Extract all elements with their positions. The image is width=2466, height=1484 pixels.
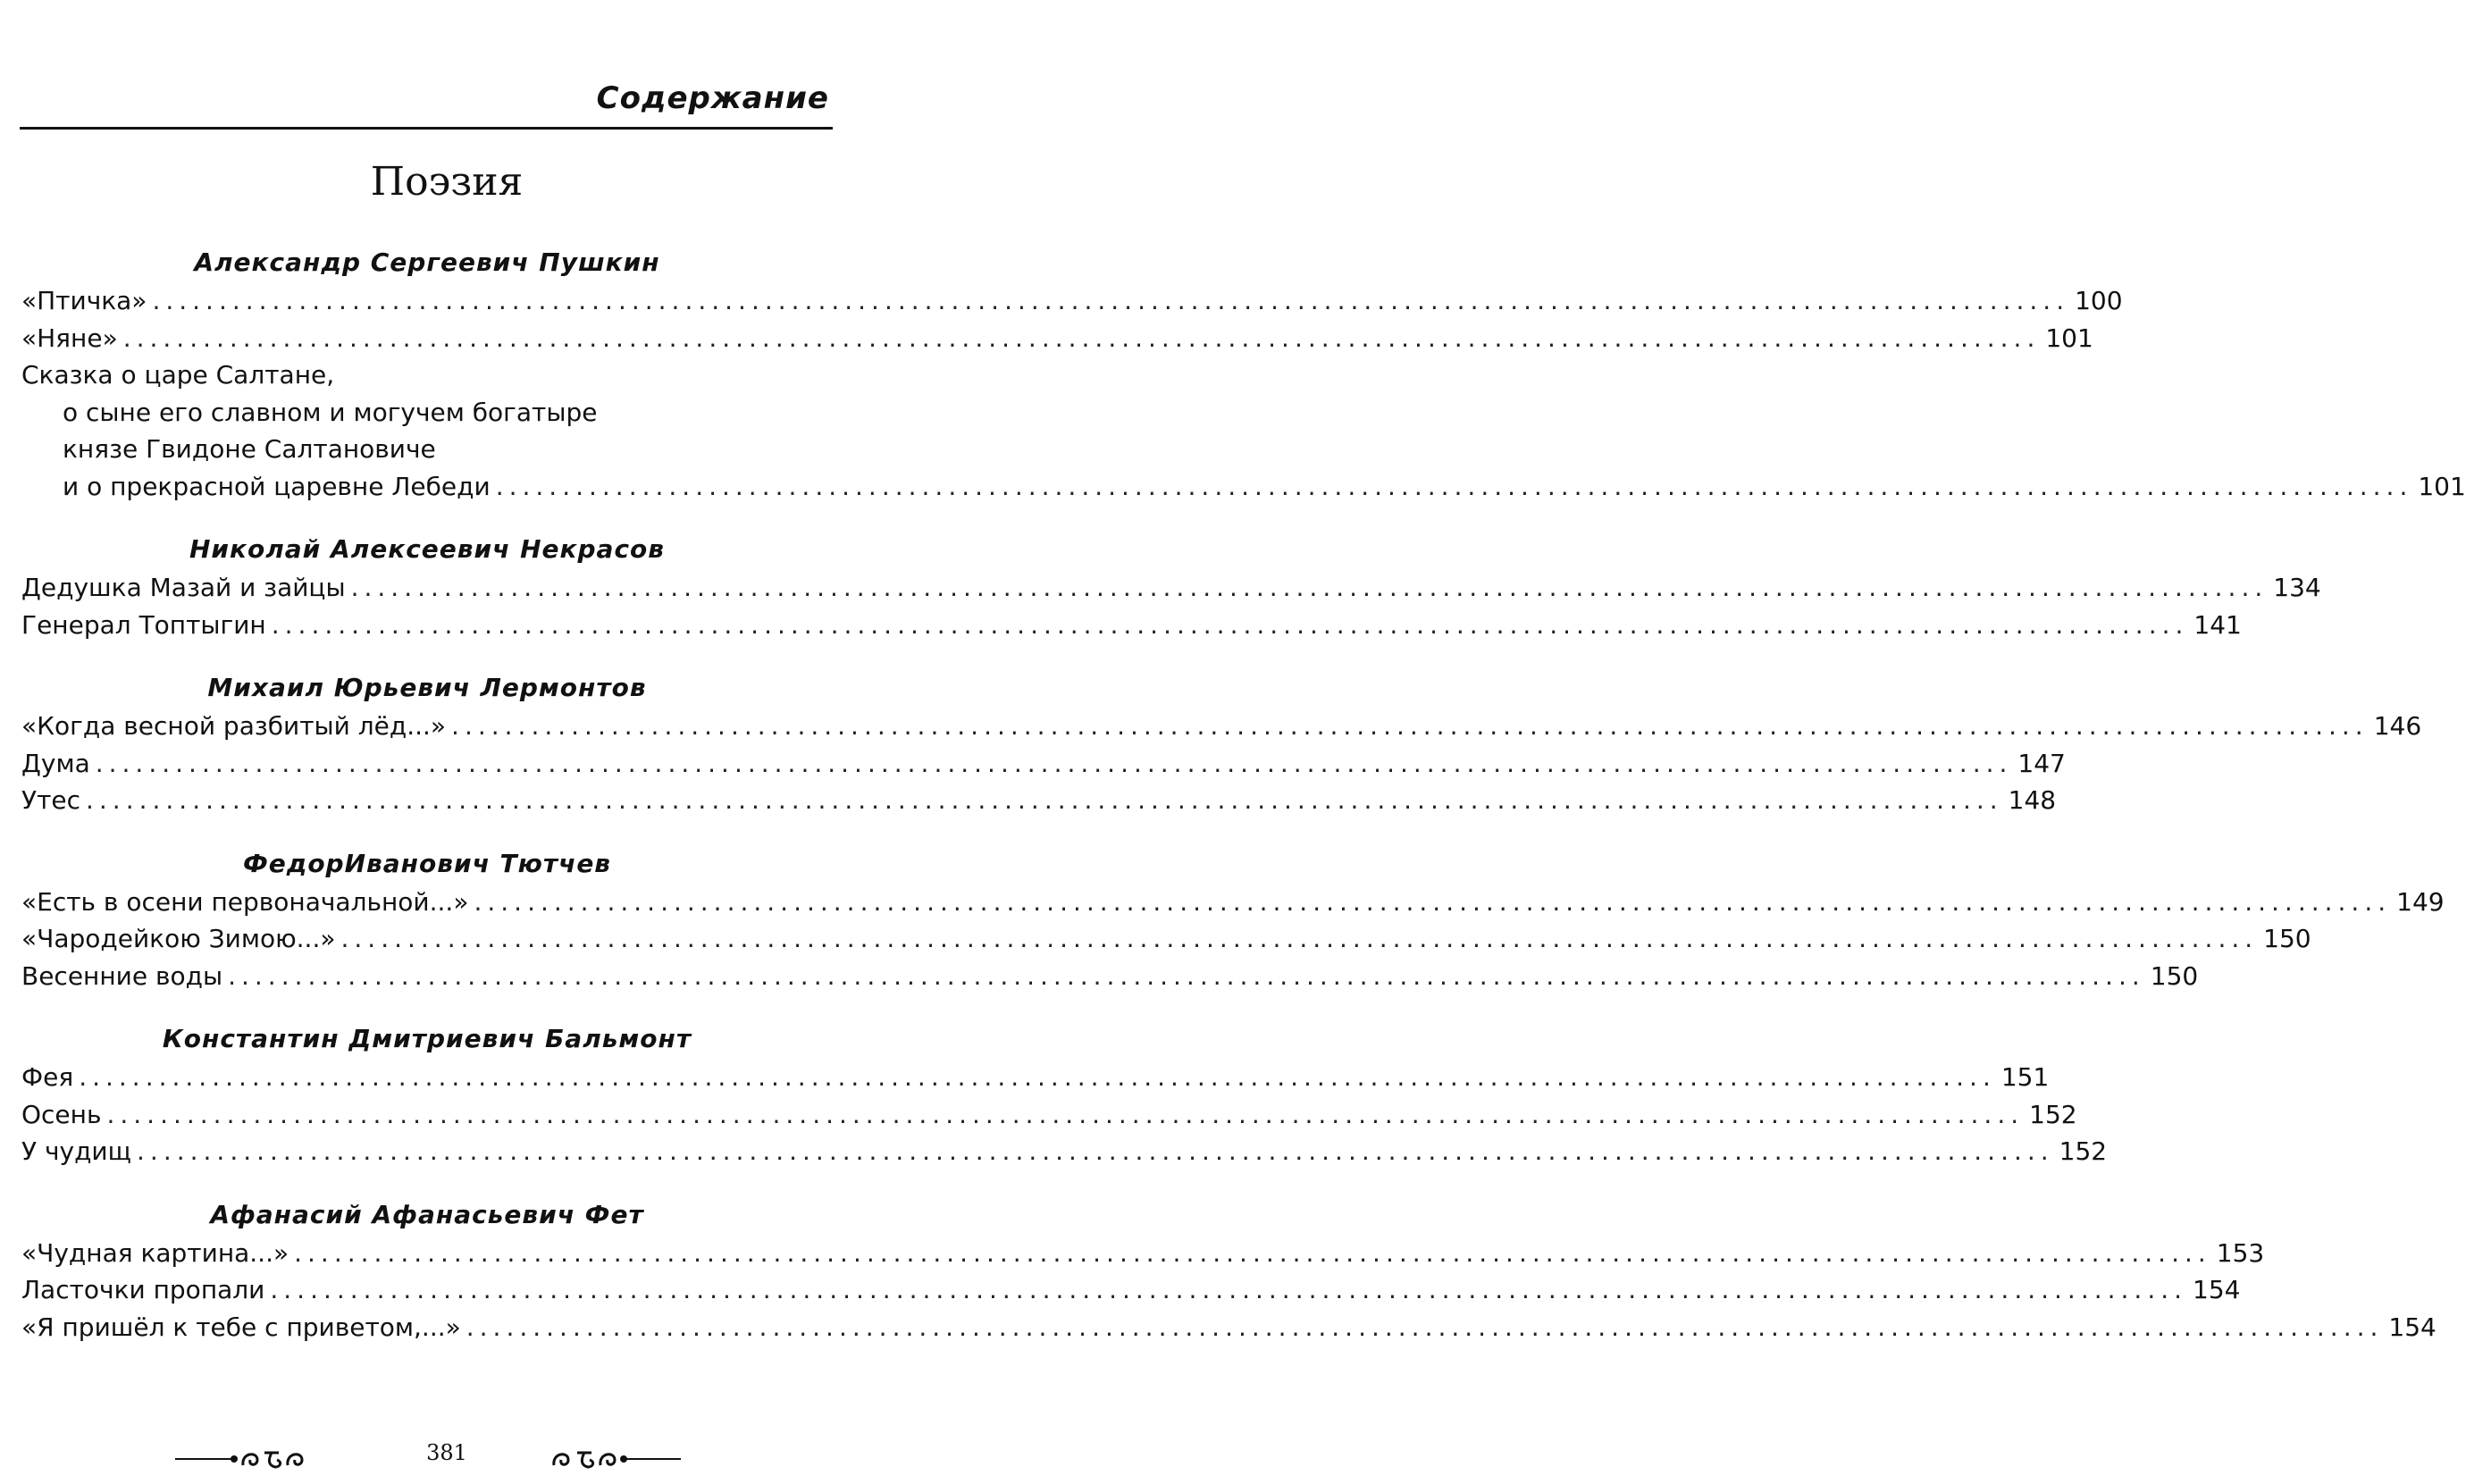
entry-page: 141 <box>2193 609 2242 640</box>
toc-entry[interactable] <box>21 320 2093 357</box>
dot-leader: ................................................................................................................................................ <box>270 1275 2188 1304</box>
entry-title: «Чудная картина...» <box>21 1237 289 1268</box>
toc-entry-continuation[interactable] <box>21 394 833 432</box>
entry-page: 153 <box>2216 1237 2265 1268</box>
entry-title: Генерал Топтыгин <box>21 609 266 640</box>
toc-entry[interactable] <box>21 282 2123 320</box>
toc-entry[interactable] <box>21 958 2199 995</box>
dot-leader: ................................................................................................................................................ <box>122 323 2041 353</box>
entry-page: 152 <box>2029 1099 2077 1129</box>
dot-leader: ................................................................................................................................................ <box>86 785 2003 815</box>
author-heading: Афанасий Афанасьевич Фет <box>210 1199 644 1229</box>
entry-page: 150 <box>2263 924 2311 953</box>
entry-title: князе Гвидоне Салтановиче <box>63 434 436 464</box>
toc-entry[interactable] <box>21 1271 2241 1309</box>
entry-page: 148 <box>2008 785 2057 815</box>
entry-page: 152 <box>2059 1136 2108 1166</box>
toc-entry[interactable] <box>21 920 2311 958</box>
entry-title: о сыне его славном и могучем богатыре <box>63 397 598 427</box>
entry-title: «Чародейкою Зимою...» <box>21 924 336 953</box>
entry-title: Сказка о царе Салтане, <box>21 360 335 390</box>
entry-page: 149 <box>2396 886 2445 917</box>
entry-page: 151 <box>2000 1062 2050 1092</box>
author-heading: Михаил Юрьевич Лермонтов <box>207 673 647 702</box>
entry-title: «Когда весной разбитый лёд...» <box>21 711 447 741</box>
dot-leader: ................................................................................................................................................ <box>228 960 2145 991</box>
page-number: 381 <box>426 1440 467 1465</box>
dot-leader: ................................................................................................................................................ <box>340 924 2259 953</box>
dot-leader: ................................................................................................................................................ <box>294 1237 2211 1268</box>
toc-entry[interactable] <box>21 884 2445 921</box>
entry-page: 154 <box>2193 1275 2241 1304</box>
toc-entry[interactable] <box>21 1235 2265 1272</box>
dot-leader: ................................................................................................................................................ <box>152 286 2070 315</box>
toc-entry[interactable] <box>21 1096 2077 1134</box>
dot-leader: ................................................................................................................................................ <box>466 1312 2384 1342</box>
toc-entry-continuation[interactable] <box>21 468 2466 506</box>
toc-entry[interactable] <box>21 1059 2050 1096</box>
entry-title: «Няне» <box>21 323 118 353</box>
entry-title: У чудищ <box>21 1136 132 1166</box>
entry-page: 146 <box>2373 711 2422 741</box>
entry-title: Утес <box>21 785 80 815</box>
dot-leader: ................................................................................................................................................ <box>79 1062 1996 1092</box>
entry-page: 101 <box>2418 471 2466 501</box>
entry-title: «Птичка» <box>21 286 147 315</box>
author-heading: Константин Дмитриевич Бальмонт <box>162 1024 692 1053</box>
toc-entry[interactable] <box>21 1309 2437 1346</box>
entry-title: Весенние воды <box>21 960 223 991</box>
entry-page: 150 <box>2150 960 2199 991</box>
dot-leader: ................................................................................................................................................ <box>350 573 2269 602</box>
entry-title: Осень <box>21 1099 102 1129</box>
dot-leader: ................................................................................................................................................ <box>95 748 2013 778</box>
toc-entry[interactable] <box>21 708 2422 745</box>
author-heading: ФедорИванович Тютчев <box>242 848 612 878</box>
entry-page: 134 <box>2273 573 2321 602</box>
page-footer <box>0 1440 893 1476</box>
flourish-ornament-icon <box>529 1444 681 1474</box>
dot-leader: ................................................................................................................................................ <box>106 1099 2025 1129</box>
dot-leader: ................................................................................................................................................ <box>495 471 2413 501</box>
author-heading: Александр Сергеевич Пушкин <box>194 247 660 277</box>
dot-leader: ................................................................................................................................................ <box>271 609 2189 640</box>
entry-page: 147 <box>2017 748 2066 778</box>
entry-title: «Есть в осени первоначальной...» <box>21 886 469 917</box>
entry-title: Дума <box>21 748 90 778</box>
entry-title: Ласточки пропали <box>21 1275 265 1304</box>
dot-leader: ................................................................................................................................................ <box>137 1136 2054 1166</box>
entry-title: Дедушка Мазай и зайцы <box>21 573 346 602</box>
toc-entry[interactable] <box>21 782 2057 819</box>
dot-leader: ................................................................................................................................................ <box>474 886 2392 917</box>
running-header: Содержание <box>596 80 829 116</box>
entry-page: 100 <box>2075 286 2123 315</box>
section-title: Поэзия <box>370 159 524 205</box>
toc-entry[interactable] <box>21 356 833 394</box>
author-heading: Николай Алексеевич Некрасов <box>189 534 666 564</box>
toc-entry[interactable] <box>21 745 2066 783</box>
entry-title: Фея <box>21 1062 74 1092</box>
entry-page: 154 <box>2388 1312 2437 1342</box>
toc-entry[interactable] <box>21 1133 2108 1170</box>
toc-entry[interactable] <box>21 607 2242 644</box>
header-rule <box>20 127 833 130</box>
entry-page: 101 <box>2045 323 2093 353</box>
entry-title: «Я пришёл к тебе с приветом,...» <box>21 1312 461 1342</box>
dot-leader: ................................................................................................................................................ <box>451 711 2369 741</box>
table-of-contents <box>21 243 2466 1346</box>
toc-entry-continuation[interactable] <box>21 431 833 468</box>
entry-title: и о прекрасной царевне Лебеди <box>63 471 491 501</box>
toc-entry[interactable] <box>21 569 2321 607</box>
